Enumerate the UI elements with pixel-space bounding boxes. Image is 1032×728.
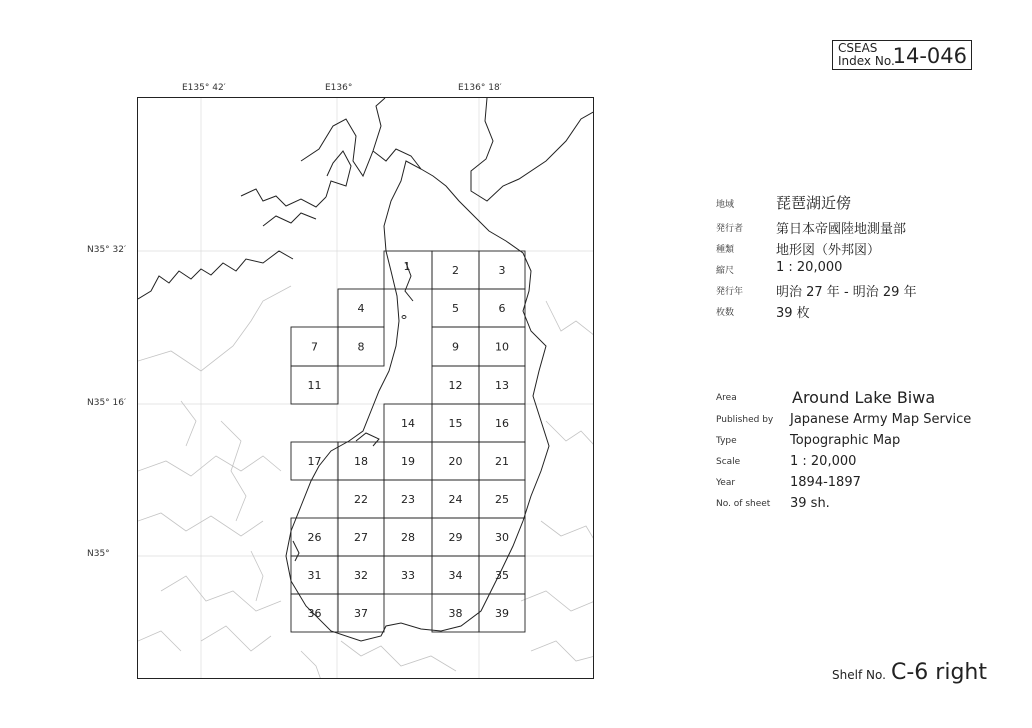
longitude-label-1: E135° 42′ [182,83,226,93]
info-label: 枚数 [716,308,735,318]
sheet-number-28: 28 [401,531,415,544]
boundary-line [341,641,456,671]
coast-north-inlet [326,151,351,197]
info-value: 39 sh. [790,496,830,511]
latitude-label-1: N35° 32′ [87,245,127,255]
info-value: 地形図（外邦図） [776,243,881,258]
info-value: Topographic Map [790,433,901,448]
boundary-line [541,521,594,541]
info-label: Scale [716,457,741,467]
info-value: Japanese Army Map Service [790,412,972,427]
sheet-number-3: 3 [498,264,506,277]
coast-northeast [471,98,594,201]
coast-bay [241,189,326,207]
sheet-number-33: 33 [401,569,415,582]
coast-north-peninsula [301,98,385,176]
info-label: 発行者 [716,224,744,234]
sheet-number-38: 38 [448,607,463,620]
boundary-line [531,641,594,661]
sheet-number-18: 18 [354,455,368,468]
longitude-label-3: E136° 18′ [458,83,502,93]
boundary-line [161,576,281,611]
info-label: No. of sheet [716,499,771,509]
sheet-number-24: 24 [448,493,463,506]
sheet-number-17: 17 [307,455,322,468]
sheet-number-26: 26 [307,531,322,544]
boundary-line [138,286,291,371]
sheet-number-5: 5 [452,302,459,315]
sheet-number-14: 14 [401,417,415,430]
sheet-number-21: 21 [495,455,509,468]
administrative-boundaries [138,286,594,679]
sheet-number-9: 9 [452,340,459,354]
sheet-number-2: 2 [452,264,459,277]
sheet-number-29: 29 [448,531,463,544]
sheet-number-39: 39 [495,607,509,620]
sheet-number-6: 6 [498,302,506,315]
info-value: 39 枚 [776,306,810,321]
info-value: 明治 27 年 - 明治 29 年 [776,285,917,300]
info-value: Around Lake Biwa [792,388,936,407]
sheet-number-25: 25 [495,493,509,506]
boundary-line [138,456,281,476]
info-label: 縮尺 [716,266,735,276]
boundary-line [181,401,196,446]
sheet-number-27: 27 [354,531,368,544]
shelf-number [832,660,987,685]
info-label: Published by [716,415,774,425]
sheet-number-13: 13 [495,379,509,392]
index-label-no: Index No. [838,54,895,68]
lake-narrows [356,433,379,446]
sheet-number-15: 15 [448,417,463,430]
sheet-number-11: 11 [307,379,322,392]
boundary-line [546,421,594,446]
info-value: 1 : 20,000 [790,454,857,469]
info-label: Type [716,436,737,446]
boundary-line [251,551,263,601]
sheet-number-12: 12 [448,379,463,392]
index-number: 14-046 [892,44,967,68]
sheet-number-32: 32 [354,569,368,582]
coastlines [138,98,594,299]
info-label: Area [716,393,737,403]
sheet-number-34: 34 [448,569,463,582]
boundary-line [221,421,246,521]
info-value: 1 : 20,000 [776,260,843,275]
sheet-number-31: 31 [307,569,322,582]
sheet-number-37: 37 [354,607,368,620]
map-frame [137,97,594,679]
shelf-value: C-6 right [891,660,987,685]
sheet-number-36: 36 [307,607,322,620]
info-label: 種類 [716,245,735,255]
boundary-line [546,301,594,336]
shelf-prefix: Shelf No. [832,668,886,682]
lake-island [402,316,406,319]
info-value: 第日本帝國陸地測量部 [776,222,907,237]
boundary-line [201,626,271,651]
map-svg [138,98,594,679]
coast-bay-inner [263,213,316,226]
sheet-number-20: 20 [448,455,463,468]
sheet-number-19: 19 [401,455,415,468]
latitude-label-3: N35° [87,549,110,559]
coast-west [138,251,293,299]
sheet-number-4: 4 [357,302,365,315]
boundary-line [301,651,321,679]
sheet-number-16: 16 [495,417,509,430]
sheet-number-8: 8 [357,340,365,354]
sheet-number-10: 10 [495,340,509,354]
southwest-shore [293,541,299,561]
boundary-line [521,591,594,611]
sheet-number-1: 1 [403,260,411,273]
longitude-label-2: E136° [325,83,353,93]
index-number-box [832,40,972,70]
sheet-number-30: 30 [495,531,509,544]
sheet-number-7: 7 [311,340,318,354]
sheet-grid [291,251,525,632]
info-value: 琵琶湖近傍 [776,194,852,212]
boundary-line [138,513,263,536]
sheet-number-22: 22 [354,493,368,506]
boundary-line [138,631,181,651]
sheet-number-23: 23 [401,493,415,506]
latitude-label-2: N35° 16′ [87,398,127,408]
sheet-number-35: 35 [495,569,509,582]
index-label-cseas: CSEAS [838,41,878,55]
info-label: 発行年 [716,287,744,297]
info-label: 地域 [716,200,735,210]
graticule [138,98,594,679]
coast-east-inlet [373,149,421,169]
info-label: Year [716,478,736,488]
info-value: 1894-1897 [790,475,861,490]
lake-biwa-shoreline [286,161,549,641]
